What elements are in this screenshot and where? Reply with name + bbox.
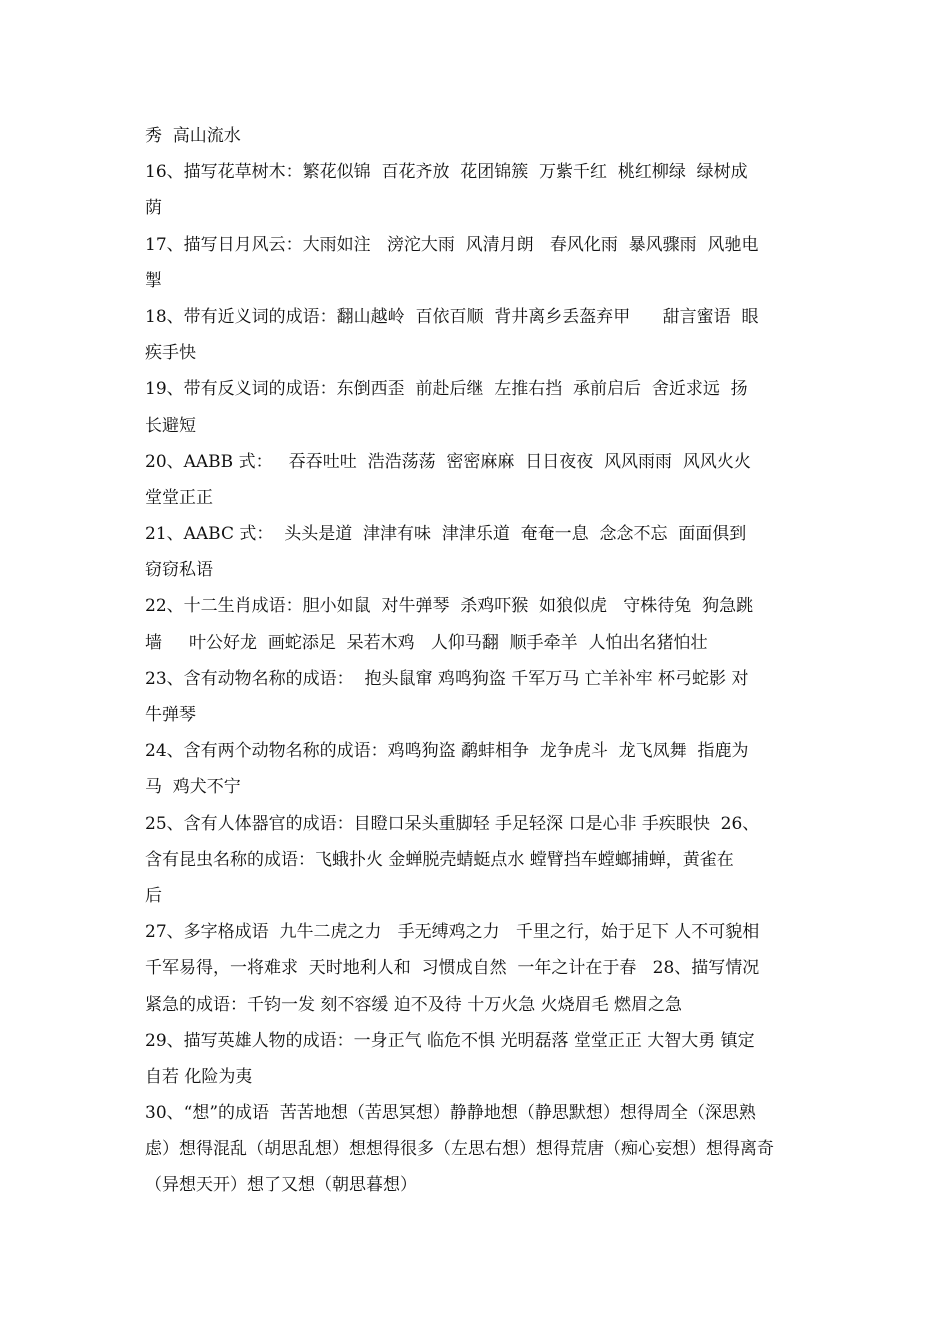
text-line: 堂堂正正 <box>145 487 213 508</box>
text-line: 虑）想得混乱（胡思乱想）想想得很多（左思右想）想得荒唐（痴心妄想）想得离奇 <box>145 1139 774 1160</box>
text-line: 马 鸡犬不宁 <box>145 777 241 798</box>
document-body <box>145 118 810 1204</box>
text-line: 自若 化险为夷 <box>145 1066 253 1087</box>
text-line: 紧急的成语：千钧一发 刻不容缓 迫不及待 十万火急 火烧眉毛 燃眉之急 <box>145 994 683 1015</box>
text-line: 17、描写日月风云：大雨如注 滂沱大雨 风清月朗 春风化雨 暴风骤雨 风驰电 <box>145 234 759 255</box>
text-line: 含有昆虫名称的成语：飞蛾扑火 金蝉脱壳蜻蜓点水 螳臂挡车螳螂捕蝉，黄雀在 <box>145 849 734 870</box>
text-line: 30、“想”的成语 苦苦地想（苦思冥想）静静地想（静思默想）想得周全（深思熟 <box>145 1103 756 1124</box>
text-line: 掣 <box>145 270 162 291</box>
text-line: 秀 高山流水 <box>145 126 241 146</box>
text-line: 19、带有反义词的成语：东倒西歪 前赴后继 左推右挡 承前启后 舍近求远 扬 <box>145 379 748 400</box>
text-line: （异想天开）想了又想（朝思暮想） <box>145 1175 417 1196</box>
text-line: 20、AABB 式： 吞吞吐吐 浩浩荡荡 密密麻麻 日日夜夜 风风雨雨 风风火火 <box>145 451 751 472</box>
text-line: 25、含有人体器官的成语：目瞪口呆头重脚轻 手足轻深 口是心非 手疾眼快 26、 <box>145 813 760 834</box>
text-line: 27、多字格成语 九牛二虎之力 手无缚鸡之力 千里之行，始于足下 人不可貌相 <box>145 922 760 943</box>
text-line: 23、含有动物名称的成语： 抱头鼠窜 鸡鸣狗盗 千军万马 亡羊补牢 杯弓蛇影 对 <box>145 668 749 689</box>
text-line: 29、描写英雄人物的成语：一身正气 临危不惧 光明磊落 堂堂正正 大智大勇 镇定 <box>145 1030 755 1051</box>
text-line: 窃窃私语 <box>145 560 213 581</box>
text-line: 24、含有两个动物名称的成语：鸡鸣狗盗 鹬蚌相争 龙争虎斗 龙飞凤舞 指鹿为 <box>145 741 749 762</box>
text-line: 疾手快 <box>145 343 196 364</box>
text-line: 21、AABC 式： 头头是道 津津有味 津津乐道 奄奄一息 念念不忘 面面俱到 <box>145 524 747 545</box>
text-line: 长避短 <box>145 415 196 436</box>
text-line: 牛弹琴 <box>145 705 196 725</box>
text-line: 18、带有近义词的成语：翻山越岭 百依百顺 背井离乡丢盔弃甲 甜言蜜语 眼 <box>145 306 759 327</box>
text-line: 千军易得，一将难求 天时地利人和 习惯成自然 一年之计在于春 28、描写情况 <box>145 958 760 979</box>
text-line: 荫 <box>145 198 162 219</box>
text-line: 墙 叶公好龙 画蛇添足 呆若木鸡 人仰马翻 顺手牵羊 人怕出名猪怕壮 <box>145 632 708 653</box>
text-line: 16、描写花草树木：繁花似锦 百花齐放 花团锦簇 万紫千红 桃红柳绿 绿树成 <box>145 162 748 183</box>
text-line: 后 <box>145 885 162 906</box>
text-line: 22、十二生肖成语：胆小如鼠 对牛弹琴 杀鸡吓猴 如狼似虎 守株待兔 狗急跳 <box>145 596 754 617</box>
